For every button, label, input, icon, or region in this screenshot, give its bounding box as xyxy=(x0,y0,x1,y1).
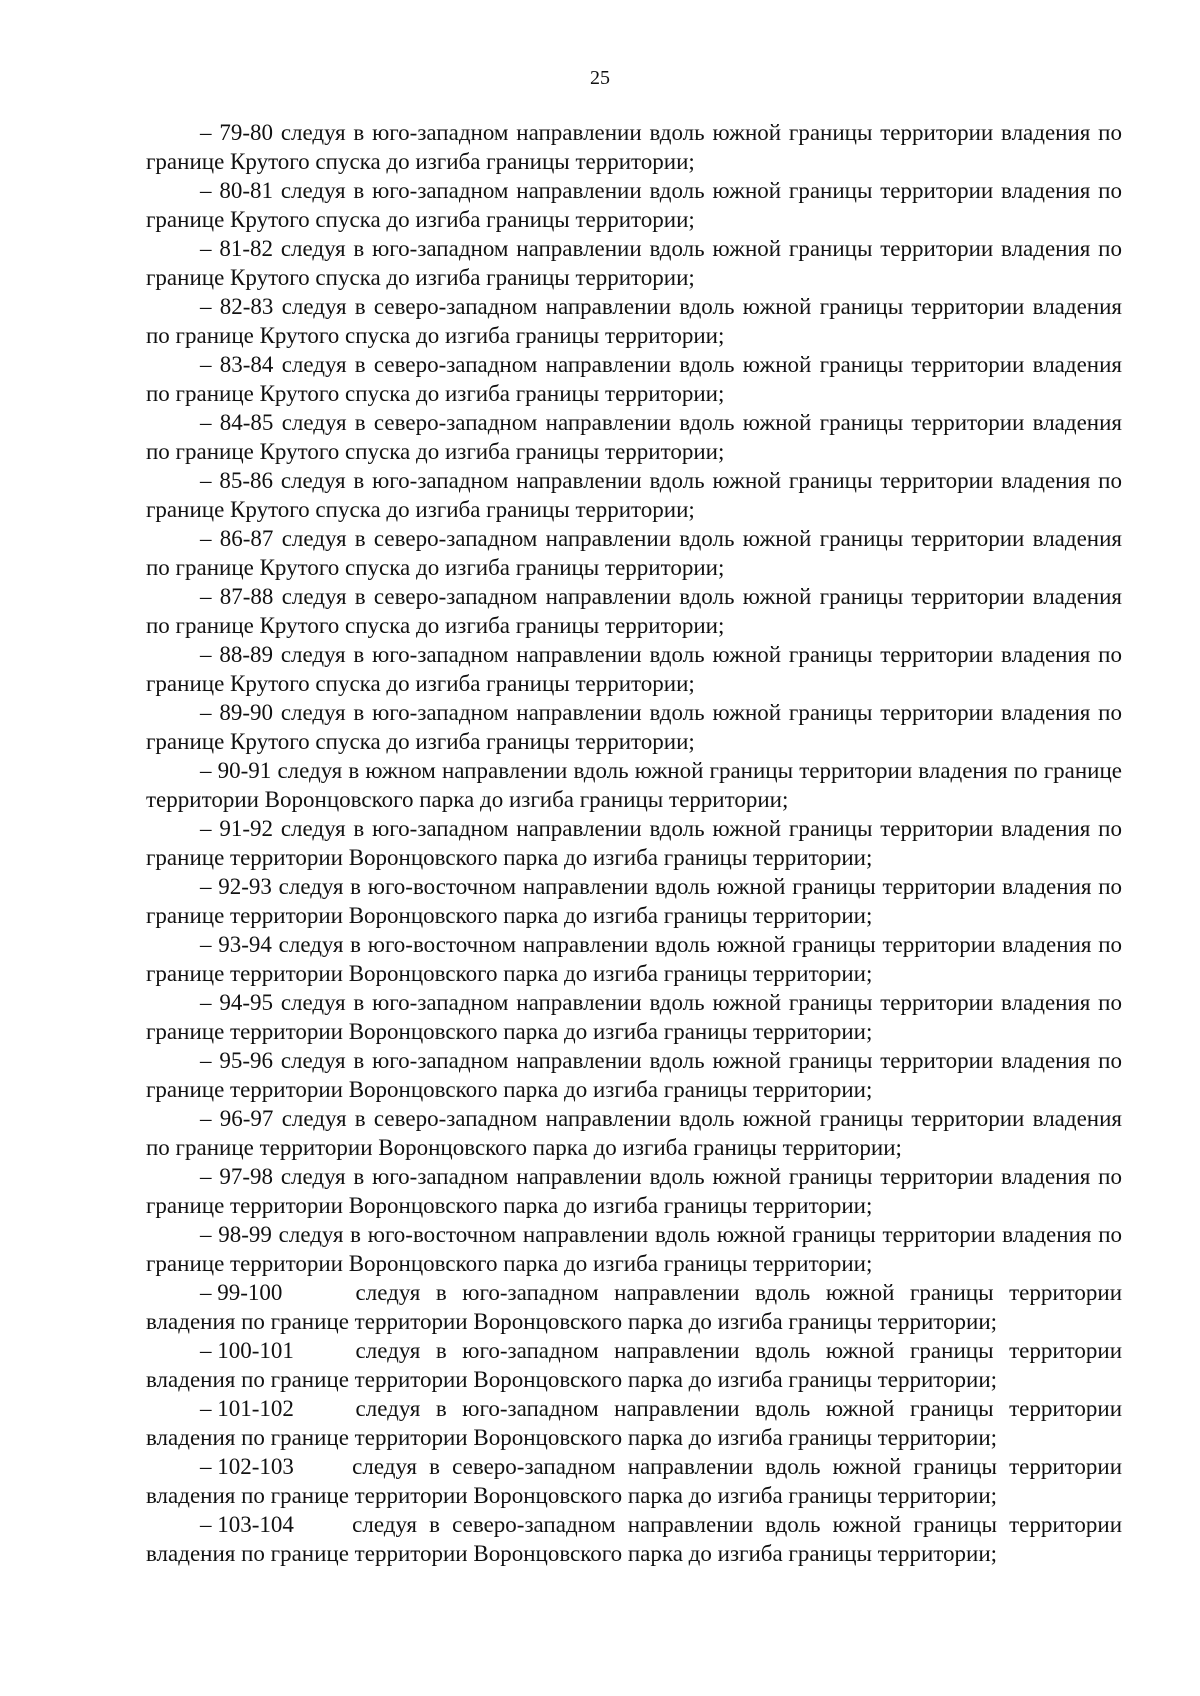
boundary-item xyxy=(146,1278,1122,1336)
boundary-segment-text: следуя в южном направлении вдоль южной границы территории владения по границе территории Воронцовского парка до изгиба границы территории; xyxy=(146,758,1122,812)
boundary-segment-text: следуя в северо-западном направлении вдоль южной границы территории владения по границе Крутого спуска до изгиба границы территории; xyxy=(146,526,1122,580)
boundary-item xyxy=(146,1220,1122,1278)
boundary-segment-code: – 94-95 xyxy=(200,990,273,1015)
boundary-segment-text: следуя в северо-западном направлении вдоль южной границы территории владения по границе территории Воронцовского парка до изгиба границы территории; xyxy=(146,1512,1123,1566)
boundary-segment-code: – 88-89 xyxy=(200,642,273,667)
boundary-segment-text: следуя в северо-западном направлении вдоль южной границы территории владения по границе территории Воронцовского парка до изгиба границы территории; xyxy=(146,1454,1123,1508)
boundary-segment-text: следуя в юго-западном направлении вдоль южной границы территории владения по границе территории Воронцовского парка до изгиба границы территории; xyxy=(146,1338,1122,1392)
boundary-segment-code: – 79-80 xyxy=(200,120,273,145)
boundary-item xyxy=(146,118,1122,176)
boundary-segment-code: – 84-85 xyxy=(200,410,274,435)
boundary-segment-text: следуя в юго-западном направлении вдоль южной границы территории владения по границе Крутого спуска до изгиба границы территории; xyxy=(146,468,1122,522)
boundary-item xyxy=(146,930,1122,988)
boundary-item xyxy=(146,1510,1122,1568)
boundary-item xyxy=(146,292,1122,350)
boundary-item xyxy=(146,1162,1122,1220)
boundary-segment-code: – 82-83 xyxy=(200,294,274,319)
boundary-segment-code: – 92-93 xyxy=(200,874,272,899)
boundary-segment-text: следуя в юго-западном направлении вдоль южной границы территории владения по границе территории Воронцовского парка до изгиба границы территории; xyxy=(146,1280,1122,1334)
boundary-item xyxy=(146,988,1122,1046)
boundary-segment-text: следуя в юго-западном направлении вдоль южной границы территории владения по границе территории Воронцовского парка до изгиба границы территории; xyxy=(146,816,1122,870)
boundary-segment-text: следуя в юго-восточном направлении вдоль южной границы территории владения по границе территории Воронцовского парка до изгиба границы территории; xyxy=(146,874,1122,928)
boundary-segment-text: следуя в юго-западном направлении вдоль южной границы территории владения по границе Крутого спуска до изгиба границы территории; xyxy=(146,178,1122,232)
boundary-item xyxy=(146,698,1122,756)
boundary-segment-code: – 96-97 xyxy=(200,1106,274,1131)
boundary-segment-text: следуя в юго-западном направлении вдоль южной границы территории владения по границе территории Воронцовского парка до изгиба границы территории; xyxy=(146,1048,1122,1102)
boundary-segment-code: – 83-84 xyxy=(200,352,274,377)
boundary-segment-code: – 101-102 xyxy=(200,1396,294,1421)
boundary-segment-text: следуя в юго-западном направлении вдоль южной границы территории владения по границе территории Воронцовского парка до изгиба границы территории; xyxy=(146,990,1122,1044)
boundary-item xyxy=(146,756,1122,814)
boundary-segment-text: следуя в северо-западном направлении вдоль южной границы территории владения по границе Крутого спуска до изгиба границы территории; xyxy=(146,352,1122,406)
boundary-item xyxy=(146,1336,1122,1394)
boundary-item xyxy=(146,524,1122,582)
boundary-segment-code: – 89-90 xyxy=(200,700,273,725)
boundary-item xyxy=(146,1394,1122,1452)
boundary-segment-text: следуя в северо-западном направлении вдоль южной границы территории владения по границе Крутого спуска до изгиба границы территории; xyxy=(146,294,1122,348)
boundary-description-list xyxy=(146,118,1122,1568)
boundary-segment-code: – 86-87 xyxy=(200,526,274,551)
boundary-segment-code: – 103-104 xyxy=(200,1512,294,1537)
page-number: 25 xyxy=(590,67,610,89)
boundary-segment-text: следуя в юго-восточном направлении вдоль южной границы территории владения по границе территории Воронцовского парка до изгиба границы территории; xyxy=(146,1222,1122,1276)
boundary-segment-code: – 95-96 xyxy=(200,1048,273,1073)
boundary-item xyxy=(146,814,1122,872)
boundary-item xyxy=(146,234,1122,292)
boundary-segment-code: – 100-101 xyxy=(200,1338,294,1363)
boundary-item xyxy=(146,640,1122,698)
boundary-item xyxy=(146,350,1122,408)
boundary-segment-text: следуя в юго-западном направлении вдоль южной границы территории владения по границе Крутого спуска до изгиба границы территории; xyxy=(146,236,1122,290)
boundary-segment-code: – 85-86 xyxy=(200,468,273,493)
boundary-item xyxy=(146,1046,1122,1104)
boundary-item xyxy=(146,582,1122,640)
boundary-segment-code: – 97-98 xyxy=(200,1164,273,1189)
boundary-item xyxy=(146,1104,1122,1162)
boundary-segment-text: следуя в юго-западном направлении вдоль южной границы территории владения по границе Крутого спуска до изгиба границы территории; xyxy=(146,120,1122,174)
boundary-segment-text: следуя в юго-восточном направлении вдоль южной границы территории владения по границе территории Воронцовского парка до изгиба границы территории; xyxy=(146,932,1122,986)
boundary-segment-text: следуя в юго-западном направлении вдоль южной границы территории владения по границе территории Воронцовского парка до изгиба границы территории; xyxy=(146,1164,1122,1218)
boundary-item xyxy=(146,872,1122,930)
boundary-segment-code: – 99-100 xyxy=(200,1280,283,1305)
boundary-segment-code: – 87-88 xyxy=(200,584,274,609)
boundary-item xyxy=(146,1452,1122,1510)
boundary-segment-code: – 93-94 xyxy=(200,932,272,957)
boundary-segment-text: следуя в юго-западном направлении вдоль южной границы территории владения по границе Крутого спуска до изгиба границы территории; xyxy=(146,700,1122,754)
boundary-segment-code: – 81-82 xyxy=(200,236,273,261)
boundary-segment-code: – 91-92 xyxy=(200,816,273,841)
boundary-segment-code: – 102-103 xyxy=(200,1454,294,1479)
boundary-segment-text: следуя в северо-западном направлении вдоль южной границы территории владения по границе Крутого спуска до изгиба границы территории; xyxy=(146,410,1122,464)
boundary-segment-text: следуя в юго-западном направлении вдоль южной границы территории владения по границе Крутого спуска до изгиба границы территории; xyxy=(146,642,1122,696)
boundary-segment-code: – 90-91 xyxy=(200,758,272,783)
boundary-segment-code: – 80-81 xyxy=(200,178,273,203)
boundary-segment-text: следуя в юго-западном направлении вдоль южной границы территории владения по границе территории Воронцовского парка до изгиба границы территории; xyxy=(146,1396,1122,1450)
boundary-segment-text: следуя в северо-западном направлении вдоль южной границы территории владения по границе Крутого спуска до изгиба границы территории; xyxy=(146,584,1122,638)
boundary-item xyxy=(146,466,1122,524)
boundary-item xyxy=(146,408,1122,466)
boundary-segment-code: – 98-99 xyxy=(200,1222,272,1247)
boundary-segment-text: следуя в северо-западном направлении вдоль южной границы территории владения по границе территории Воронцовского парка до изгиба границы территории; xyxy=(146,1106,1122,1160)
boundary-item xyxy=(146,176,1122,234)
